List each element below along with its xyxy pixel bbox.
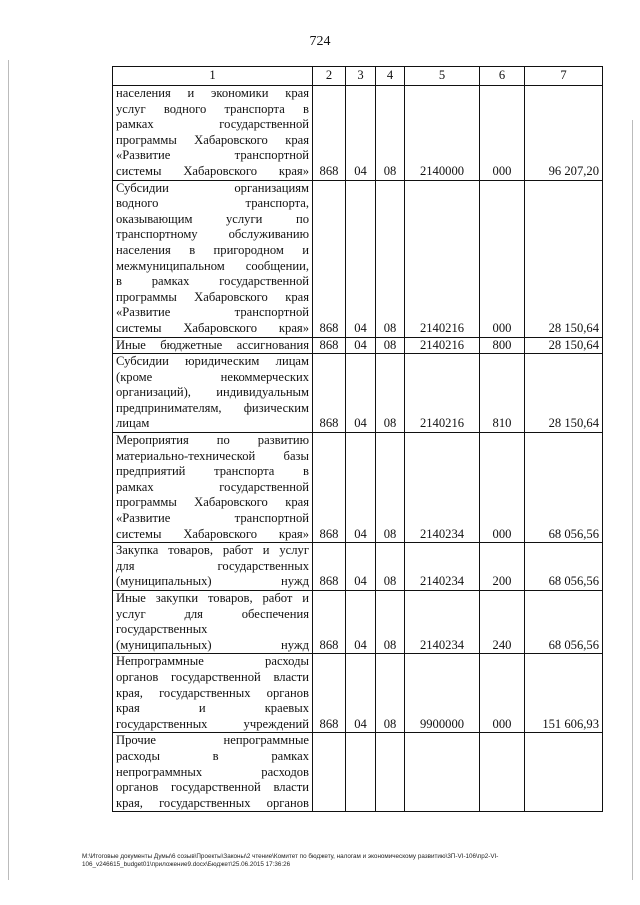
code-subsection-cell: 08 [376,433,405,543]
description-line: (муниципальных) нужд [116,637,309,652]
table-row [113,354,603,433]
header-cell: 7 [525,67,603,86]
code-subsection-cell: 08 [376,591,405,654]
code-section-cell: 04 [346,337,376,354]
description-line: населения и экономики края [116,86,309,100]
description-line: Субсидии юридическим лицам [116,354,309,369]
description-line: непрограммных расходов [116,764,309,779]
description-line: органов государственной власти [116,669,309,684]
code-section-cell: 04 [346,180,376,337]
table-row [113,543,603,591]
row-description [113,733,313,812]
header-cell: 3 [346,67,376,86]
row-description [113,591,313,654]
code-expense-type-cell [480,733,525,812]
description-line: системы Хабаровского края» [116,526,309,541]
scan-margin-line [632,120,633,880]
code-expense-type-cell: 000 [480,180,525,337]
code-subsection-cell: 08 [376,180,405,337]
code-subsection-cell [376,733,405,812]
code-admin-cell [313,733,346,812]
description-line: программы Хабаровского края [116,289,309,304]
description-line: Иные бюджетные ассигнования [116,337,309,352]
code-target-cell: 2140216 [405,354,480,433]
description-line: в рамках государственной [116,274,309,289]
description-line: лицам [116,416,150,431]
code-admin-cell: 868 [313,337,346,354]
code-expense-type-cell: 240 [480,591,525,654]
amount-cell: 68 056,56 [525,543,603,591]
table-row [113,86,603,181]
table-row [113,180,603,337]
code-subsection-cell: 08 [376,86,405,181]
description-line: оказывающим услуги по [116,211,309,226]
row-description [113,654,313,733]
code-subsection-cell: 08 [376,543,405,591]
code-admin-cell: 868 [313,180,346,337]
amount-cell [525,733,603,812]
code-admin-cell: 868 [313,86,346,181]
code-section-cell: 04 [346,654,376,733]
code-subsection-cell: 08 [376,337,405,354]
description-line: водного транспорта, [116,196,309,211]
description-line: края и краевых [116,701,309,716]
description-line: Иные закупки товаров, работ и [116,591,309,605]
page-number: 724 [309,34,331,49]
description-line: «Развитие транспортной [116,511,309,526]
amount-cell: 68 056,56 [525,433,603,543]
description-line: «Развитие транспортной [116,305,309,320]
code-expense-type-cell: 810 [480,354,525,433]
description-line: Мероприятия по развитию [116,433,309,448]
code-subsection-cell: 08 [376,354,405,433]
code-admin-cell: 868 [313,543,346,591]
description-line: Прочие непрограммные [116,733,309,748]
code-admin-cell: 868 [313,654,346,733]
description-line: края, государственных органов [116,685,309,700]
table-row [113,591,603,654]
header-cell: 1 [113,67,313,86]
description-line: «Развитие транспортной [116,148,309,163]
amount-cell: 28 150,64 [525,180,603,337]
scan-margin-line [8,60,9,880]
header-cell: 2 [313,67,346,86]
header-row [113,67,603,86]
description-line: населения в пригородном и [116,242,309,257]
code-expense-type-cell: 000 [480,86,525,181]
header-cell: 4 [376,67,405,86]
description-line: системы Хабаровского края» [116,163,309,178]
row-description [113,543,313,591]
code-target-cell: 2140000 [405,86,480,181]
description-line: Закупка товаров, работ и услуг [116,543,309,558]
row-description [113,337,313,354]
description-line: межмуниципальном сообщении, [116,258,309,273]
table-row [113,733,603,812]
code-admin-cell: 868 [313,354,346,433]
code-target-cell: 2140234 [405,591,480,654]
row-description [113,433,313,543]
code-target-cell: 2140216 [405,180,480,337]
code-target-cell: 2140234 [405,543,480,591]
row-description [113,86,313,181]
description-line: материально-технической базы [116,448,309,463]
code-target-cell [405,733,480,812]
code-admin-cell: 868 [313,591,346,654]
description-line: края, государственных органов [116,795,309,810]
code-target-cell: 9900000 [405,654,480,733]
code-expense-type-cell: 000 [480,433,525,543]
description-line: (кроме некоммерческих [116,369,309,384]
description-line: программы Хабаровского края [116,132,309,147]
amount-cell: 28 150,64 [525,354,603,433]
code-section-cell: 04 [346,591,376,654]
code-expense-type-cell: 200 [480,543,525,591]
row-description [113,180,313,337]
amount-cell: 28 150,64 [525,337,603,354]
amount-cell: 151 606,93 [525,654,603,733]
code-expense-type-cell: 000 [480,654,525,733]
description-line: транспортному обслуживанию [116,227,309,242]
code-section-cell: 04 [346,86,376,181]
code-expense-type-cell: 800 [480,337,525,354]
description-line: Непрограммные расходы [116,654,309,669]
description-line: органов государственной власти [116,780,309,795]
header-cell: 5 [405,67,480,86]
description-line: предпринимателям, физическим [116,400,309,415]
table-row [113,654,603,733]
description-line: рамках государственной [116,117,309,132]
amount-cell: 96 207,20 [525,86,603,181]
table-row [113,337,603,354]
description-line: предприятий транспорта в [116,464,309,479]
description-line: государственных [116,622,208,637]
description-line: системы Хабаровского края» [116,320,309,335]
table-row [113,433,603,543]
description-line: государственных учреждений [116,716,309,731]
description-line: Субсидии организациям [116,180,309,195]
description-line: программы Хабаровского края [116,495,309,510]
description-line: расходы в рамках [116,748,309,763]
description-line: услуг водного транспорта в [116,101,309,116]
description-line: (муниципальных) нужд [116,574,309,589]
description-line: услуг для обеспечения [116,606,309,621]
code-subsection-cell: 08 [376,654,405,733]
code-section-cell [346,733,376,812]
description-line: организаций), индивидуальным [116,385,309,400]
description-line: рамках государственной [116,479,309,494]
code-section-cell: 04 [346,354,376,433]
description-line: для государственных [116,558,309,573]
code-admin-cell: 868 [313,433,346,543]
row-description [113,354,313,433]
code-target-cell: 2140234 [405,433,480,543]
footer-file-path: M:\Итоговые документы Думы\6 созыв\Проекты\Законы\2 чтение\Комитет по бюджету, налогам и экономическому развитию\3П-VI-106\пр2-VI-106_v246615_budget01\приложение9.docx\Бюджет\25.06.2015 17:36:26 [82,853,499,868]
code-section-cell: 04 [346,543,376,591]
header-cell: 6 [480,67,525,86]
budget-table [112,66,603,812]
code-target-cell: 2140216 [405,337,480,354]
amount-cell: 68 056,56 [525,591,603,654]
code-section-cell: 04 [346,433,376,543]
